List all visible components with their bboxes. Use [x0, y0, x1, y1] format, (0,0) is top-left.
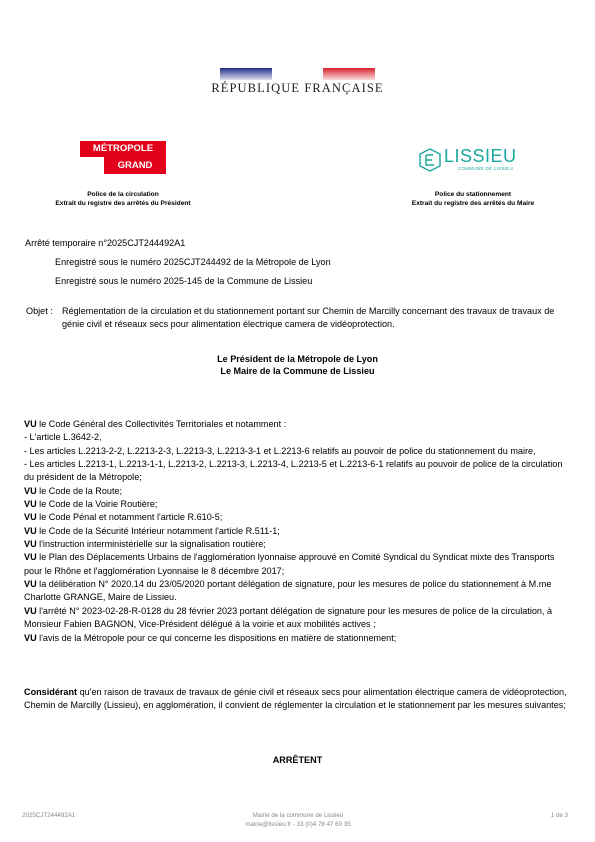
metropole-logo-line2: GRAND LYON	[104, 157, 166, 174]
vu-line: VU le Code de la Sécurité Intérieur notamment l'article R.511-1;	[24, 525, 280, 536]
lissieu-logo	[418, 146, 530, 174]
considerant-text: qu'en raison de travaux de travaux de génie civil et réseaux secs pour alimentation électrique camera de vidéoprotection, Chemin de Marcilly (Lissieu), en agglomération, il convient de réglementer la circulation et le stationnement par les mesures suivantes;	[24, 687, 567, 711]
objet-label: Objet :	[26, 306, 53, 316]
footer-reference: 2025CJT244492A1	[22, 812, 76, 819]
vu-line: - L'article L.3642-2,	[24, 432, 102, 443]
registered-metropole: Enregistré sous le numéro 2025CJT244492 de la Métropole de Lyon	[55, 257, 331, 267]
footer-contact: Mairie de la commune de Lissieu mairie@lissieu.fr - 33 (0)4 78 47 60 35	[245, 812, 351, 828]
lissieu-emblem-icon	[418, 148, 442, 172]
police-stationnement-heading: Police du stationnement Extrait du registre des arrêtés du Maire	[411, 191, 535, 207]
president-title: Le Président de la Métropole de Lyon	[217, 354, 378, 364]
maire-title: Le Maire de la Commune de Lissieu	[220, 366, 375, 376]
vu-line: VU le Code de la Route;	[24, 485, 123, 496]
vu-line: VU le Code Pénal et notamment l'article R.610-5;	[24, 512, 223, 523]
lissieu-logo-tagline: COMMUNE DE LISSIEU	[458, 166, 514, 171]
police-circulation-heading: Police de la circulation Extrait du registre des arrêtés du Président	[55, 191, 191, 207]
vu-line: VU l'instruction interministérielle sur la signalisation routière;	[24, 539, 266, 550]
vu-line: - Les articles L.2213-2-2, L.2213-2-3, L.2213-3, L.2213-3-1 et L.2213-6 relatifs au pouvoir de police du stationnement du maire,	[24, 445, 536, 456]
vu-line: - Les articles L.2213-1, L.2213-1-1, L.2213-2, L.2213-3, L.2213-4, L.2213-5 et L.2213-6-1 relatifs au pouvoir de police de la circulation du président de la Métropole;	[24, 459, 563, 483]
metropole-logo-line1: MÉTROPOLE	[80, 141, 166, 157]
metropole-grand-lyon-logo	[80, 141, 166, 188]
lissieu-logo-name: LISSIEU	[444, 146, 517, 166]
vu-line: VU le Code Général des Collectivités Territoriales et notamment :	[24, 419, 287, 429]
vu-list	[24, 418, 572, 645]
vu-line: VU le Code de la Voirie Routière;	[24, 499, 158, 510]
arrete-reference: Arrêté temporaire n°2025CJT244492A1	[25, 238, 186, 248]
republique-francaise-title: RÉPUBLIQUE FRANÇAISE	[211, 81, 384, 95]
considerant-label: Considérant	[24, 687, 78, 697]
vu-line: VU le Plan des Déplacements Urbains de l'agglomération lyonnaise approuvé en Comité Syndical du Syndicat mixte des Transports pour le Rhône et l'agglomération Lyonnaise le 8 décembre 2017;	[24, 552, 555, 576]
registered-commune: Enregistré sous le numéro 2025-145 de la Commune de Lissieu	[55, 276, 313, 286]
footer-page-number: 1 de 3	[550, 812, 568, 819]
republique-flag	[220, 68, 375, 80]
considerant-paragraph	[24, 686, 572, 713]
vu-line: VU la délibération N° 2020.14 du 23/05/2020 portant délégation de signature, pour les mesures de police du stationnement à M.me Charlotte GRANGE, Maire de Lissieu.	[24, 579, 552, 603]
vu-line: VU l'arrêté N° 2023-02-28-R-0128 du 28 février 2023 portant délégation de signature pour les mesures de police de la circulation, à Monsieur Fabien BAGNON, Vice-Président délégué à la voirie et aux mobilités actives ;	[24, 605, 553, 630]
objet-text: Réglementation de la circulation et du stationnement portant sur Chemin de Marcilly concernant des travaux de travaux de génie civil et réseaux secs pour alimentation électrique camera de vidéoprotection.	[62, 306, 555, 329]
arretent-heading: ARRÊTENT	[272, 755, 323, 765]
vu-line: VU l'avis de la Métropole pour ce qui concerne les dispositions en matière de stationnement;	[24, 632, 397, 643]
